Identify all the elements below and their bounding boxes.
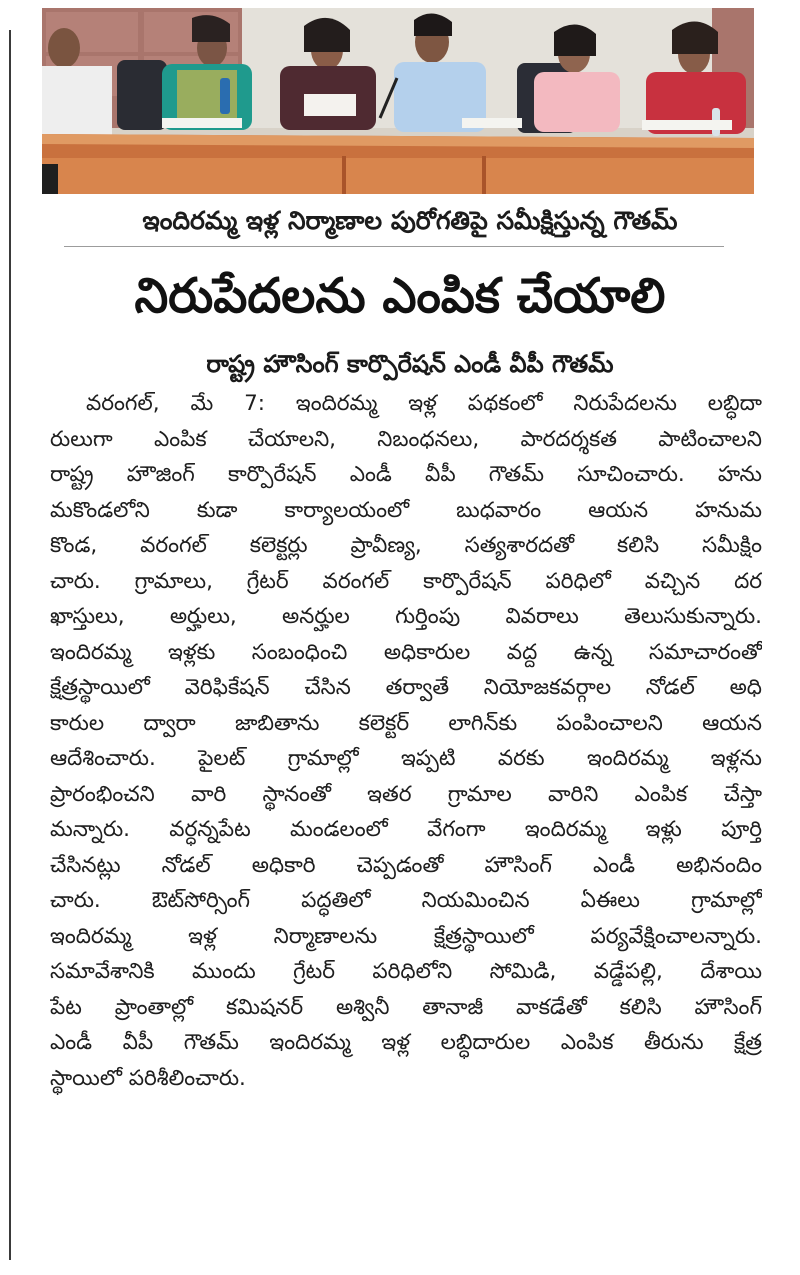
body-line: ప్రారంభించని వారి స్థానంతో ఇతర గ్రామాల వారిని ఎంపిక చేస్తా (50, 781, 762, 807)
body-line: రాష్ట్ర హౌజింగ్ కార్పొరేషన్ ఎండీ వీపీ గౌతమ్ సూచించారు. హను (50, 462, 762, 487)
subheadline: రాష్ట్ర హౌసింగ్ కార్పొరేషన్ ఎండీ వీపీ గౌతమ్ (206, 350, 614, 378)
body-line: పేట ప్రాంతాల్లో కమిషనర్ అశ్వినీ తానాజీ వాకడేతో కలిసి హౌసింగ్ (50, 994, 762, 1020)
body-line: క్షేత్రస్థాయిలో వెరిఫికేషన్ చేసిన తర్వాతే నియోజకవర్గాల నోడల్ అధి (50, 675, 762, 700)
body-line: వరంగల్, మే 7: ఇందిరమ్మ ఇళ్ల పథకంలో నిరుపేదలను లబ్ధిదా (86, 391, 762, 416)
body-line: చారు. గ్రామాలు, గ్రేటర్ వరంగల్ కార్పొరేషన్ పరిధిలో వచ్చిన దర (50, 568, 762, 594)
body-line: రులుగా ఎంపిక చేయాలని, నిబంధనలు, పారదర్శకత పాటించాలని (50, 426, 762, 452)
body-line: కొండ, వరంగల్ కలెక్టర్లు ప్రావీణ్య, సత్యశారదతో కలిసి సమీక్షిం (50, 533, 762, 558)
article-body (50, 386, 762, 1266)
headline: నిరుపేదలను ఎంపిక చేయాలి (134, 268, 666, 324)
body-line: ఇందిరమ్మ ఇళ్ల నిర్మాణాలను క్షేత్రస్థాయిలో పర్యవేక్షించాలన్నారు. (50, 923, 762, 949)
body-line: సమావేశానికి ముందు గ్రేటర్ పరిధిలోని సోమిడి, వడ్డేపల్లి, దేశాయి (50, 959, 762, 984)
body-line: చేసినట్లు నోడల్ అధికారి చెప్పడంతో హౌసింగ్ ఎండీ అభినందిం (50, 852, 762, 878)
body-line: ఆదేశించారు. పైలట్ గ్రామాల్లో ఇప్పటి వరకు ఇందిరమ్మ ఇళ్లను (50, 746, 762, 771)
body-line: ఇందిరమ్మ ఇళ్లకు సంబంధించి అధికారుల వద్ద ఉన్న సమాచారంతో (50, 639, 762, 665)
meeting-photo (42, 8, 754, 194)
photo-caption: ఇందిరమ్మ ఇళ్ల నిర్మాణాల పురోగతిపై సమీక్షిస్తున్న గౌతమ్ (142, 206, 678, 235)
body-line: స్థాయిలో పరిశీలించారు. (50, 1065, 246, 1091)
body-line: మకొండలోని కుడా కార్యాలయంలో బుధవారం ఆయన హనుమ (50, 497, 762, 523)
body-line: కారుల ద్వారా జాబితాను కలెక్టర్ లాగిన్‌కు పంపించాలని ఆయన (50, 710, 762, 736)
body-line: ఖాస్తులు, అర్హులు, అనర్హుల గుర్తింపు వివరాలు తెలుసుకున్నారు. (50, 604, 762, 629)
body-line: చారు. ఔట్‌సోర్సింగ్ పద్ధతిలో నియమించిన ఏఈలు గ్రామాల్లో (50, 888, 762, 913)
column-rule (9, 30, 11, 1260)
caption-divider (64, 246, 724, 247)
body-line: ఎండీ వీపీ గౌతమ్ ఇందిరమ్మ ఇళ్ల లబ్ధిదారుల ఎంపిక తీరును క్షేత్ర (50, 1030, 762, 1055)
body-line: మన్నారు. వర్ధన్నపేట మండలంలో వేగంగా ఇందిరమ్మ ఇళ్లు పూర్తి (50, 817, 762, 842)
